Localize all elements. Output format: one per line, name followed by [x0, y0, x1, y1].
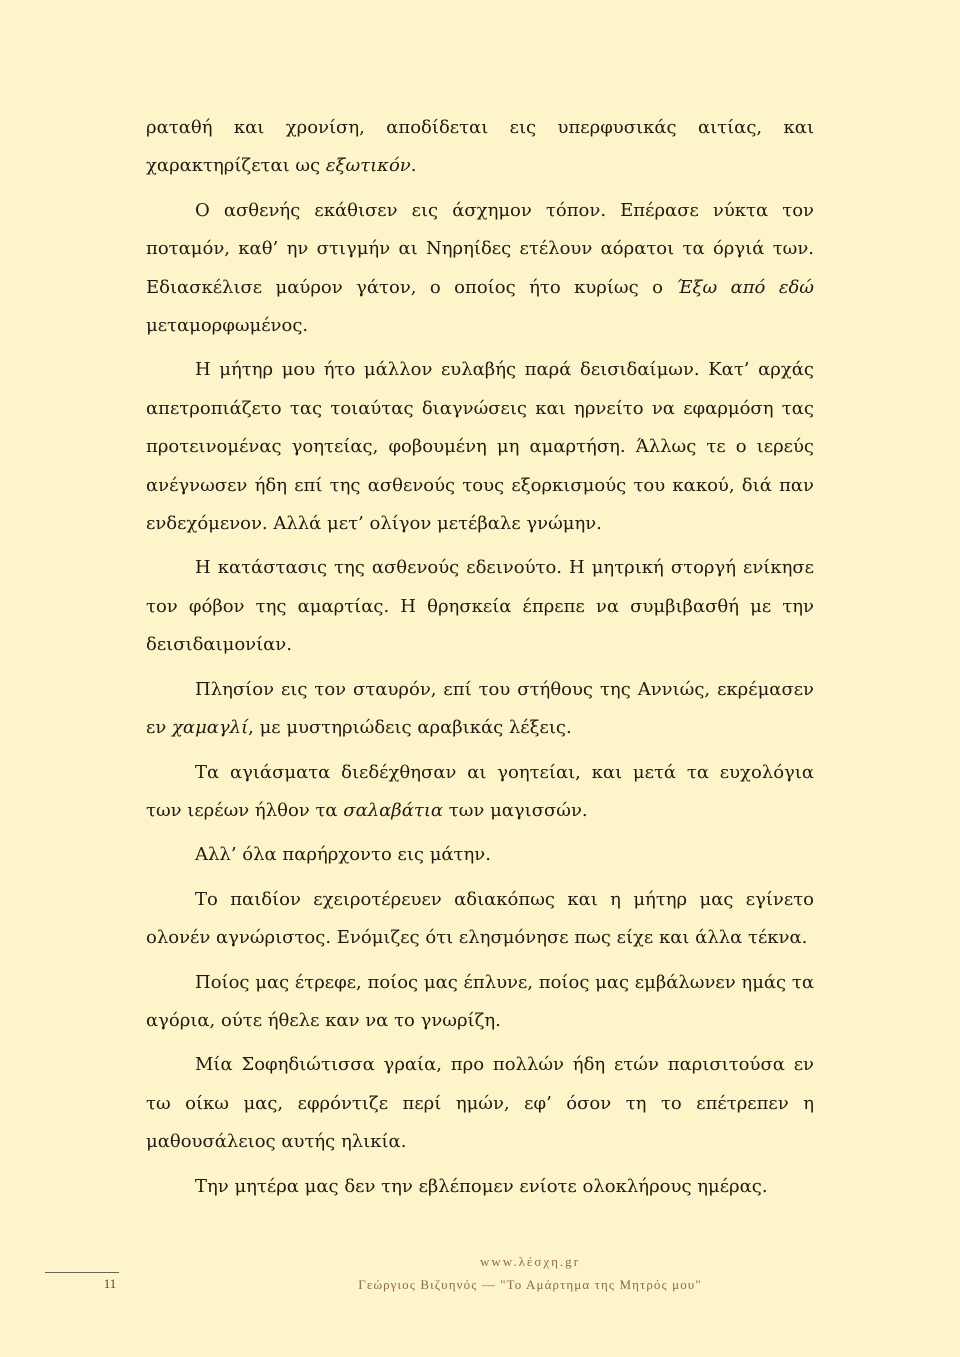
paragraph	[146, 836, 814, 874]
paragraph	[146, 192, 814, 346]
paragraph-text: Τα αγιάσματα διεδέχθησαν αι γοητείαι, και μετά τα ευχολόγια των ιερέων ήλθον τα	[146, 761, 814, 821]
paragraph-text: Ποίος μας έτρεφε, ποίος μας έπλυνε, ποίος μας εμβάλωνεν ημάς τα αγόρια, ούτε ήθελε καν να το γνωρίζη.	[146, 971, 814, 1031]
paragraph	[146, 1046, 814, 1161]
paragraph	[146, 109, 814, 186]
paragraph	[146, 549, 814, 664]
paragraph-text: μεταμορφωμένος.	[146, 315, 309, 337]
paragraph-text: Η κατάστασις της ασθενούς εδεινούτο. Η μητρική στοργή ενίκησε τον φόβον της αμαρτίας. Η θρησκεία έπρεπε να συμβιβασθή με την δεισιδαιμονίαν.	[146, 557, 814, 656]
paragraph	[146, 754, 814, 831]
paragraph	[146, 881, 814, 958]
page-number: 11	[103, 1276, 117, 1291]
document-body	[146, 109, 814, 1212]
paragraph-text: Πλησίον εις τον σταυρόν, επί του στήθους της Αννιώς, εκρέμασεν εν	[146, 678, 814, 739]
paragraph	[146, 964, 814, 1041]
paragraph	[146, 671, 814, 748]
emphasis-text: Έξω από εδώ	[676, 276, 814, 298]
paragraph-text: Αλλ’ όλα παρήρχοντο εις μάτην.	[195, 844, 491, 866]
paragraph-text: Ο ασθενής εκάθισεν εις άσχημον τόπον. Επέρασε νύκτα τον ποταμόν, καθ’ ην στιγμήν αι Νηρηίδες ετέλουν αόρατοι τα όργιά των. Εδιασκέλισε μαύρον γάτον, ο οποίος ήτο κυρίως ο	[146, 199, 814, 298]
website-label: www.λέσχη.gr	[480, 1254, 580, 1269]
paragraph-text: των μαγισσών.	[443, 799, 588, 821]
emphasis-text: σαλαβάτια	[343, 799, 444, 821]
paragraph-text: Το παιδίον εχειροτέρευεν αδιακόπως και η μήτηρ μας εγίνετο ολονέν αγνώριστος. Ενόμιζες ότι ελησμόνησε πως είχε και άλλα τέκνα.	[146, 888, 814, 949]
paragraph-text: , με μυστηριώδεις αραβικάς λέξεις.	[248, 717, 572, 739]
paragraph-text: Την μητέρα μας δεν την εβλέπομεν ενίοτε ολοκλήρους ημέρας.	[195, 1175, 768, 1197]
footer-title: Γεώργιος Βιζυηνός — "Το Αμάρτημα της Μητρός μου"	[358, 1277, 702, 1292]
paragraph	[146, 1168, 814, 1206]
footer-divider	[45, 1272, 119, 1273]
paragraph-text: .	[410, 155, 417, 177]
paragraph	[146, 351, 814, 543]
emphasis-text: εξωτικόν	[325, 155, 411, 177]
emphasis-text: χαμαγλί	[172, 717, 249, 739]
paragraph-text: Μία Σοφηδιώτισσα γραία, προ πολλών ήδη ετών παρισιτούσα εν τω οίκω μας, εφρόντιζε περί ημών, εφ’ όσον τη το επέτρεπεν η μαθουσάλειος αυτής ηλικία.	[146, 1054, 814, 1153]
paragraph-text: Η μήτηρ μου ήτο μάλλον ευλαβής παρά δεισιδαίμων. Κατ’ αρχάς απετροπιάζετο τας τοιαύτας διαγνώσεις και ηρνείτο να εφαρμόση τας προτεινομένας γοητείας, φοβουμένη μη αμαρτήση. Άλλως τε ο ιερεύς ανέγνωσεν ήδη επί της ασθενούς τους εξορκισμούς του κακού, διά παν ενδεχόμενον. Αλλά μετ’ ολίγον μετέβαλε γνώμην.	[146, 359, 814, 535]
paragraph-text: ραταθή και χρονίση, αποδίδεται εις υπερφυσικάς αιτίας, και χαρακτηρίζεται ως	[146, 117, 814, 177]
